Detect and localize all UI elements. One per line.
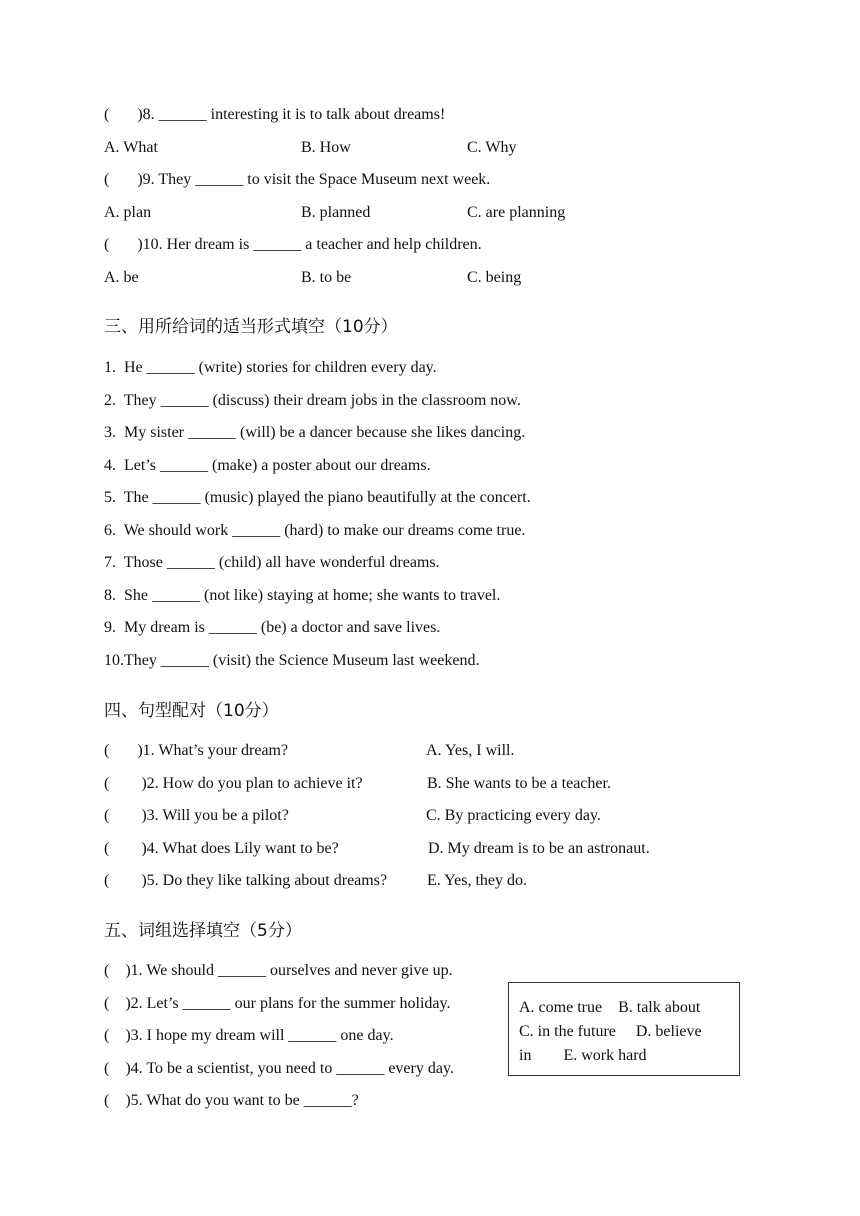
match-question: ( )5. Do they like talking about dreams?: [104, 872, 388, 889]
match-question: ( )2. How do you plan to achieve it?: [104, 775, 363, 792]
list-item: 8. She ______ (not like) staying at home; she wants to travel.: [104, 587, 501, 604]
list-item: ( )5. What do you want to be ______?: [104, 1092, 359, 1109]
match-answer: E. Yes, they do.: [427, 872, 528, 889]
list-item: 5. The ______ (music) played the piano beautifully at the concert.: [104, 489, 531, 506]
list-item: ( )2. Let’s ______ our plans for the summer holiday.: [104, 995, 451, 1012]
question-text: ( )9. They ______ to visit the Space Museum next week.: [104, 171, 491, 188]
option-c: C. being: [467, 269, 522, 286]
list-item: 2. They ______ (discuss) their dream jobs in the classroom now.: [104, 392, 521, 409]
list-item: 9. My dream is ______ (be) a doctor and save lives.: [104, 619, 441, 636]
list-item: 7. Those ______ (child) all have wonderful dreams.: [104, 554, 440, 571]
option-a: A. plan: [104, 204, 152, 221]
list-item: ( )1. We should ______ ourselves and never give up.: [104, 962, 453, 979]
option-b: B. planned: [301, 204, 371, 221]
section-3-title: 三、用所给词的适当形式填空（10分）: [104, 317, 398, 337]
word-bank-box: [508, 982, 740, 1076]
match-question: ( )3. Will you be a pilot?: [104, 807, 289, 824]
list-item: 4. Let’s ______ (make) a poster about our dreams.: [104, 457, 431, 474]
option-a: A. What: [104, 139, 158, 156]
match-answer: C. By practicing every day.: [426, 807, 601, 824]
match-answer: A. Yes, I will.: [426, 742, 515, 759]
option-a: A. be: [104, 269, 139, 286]
question-text: ( )8. ______ interesting it is to talk about dreams!: [104, 106, 446, 123]
question-text: ( )10. Her dream is ______ a teacher and help children.: [104, 236, 482, 253]
list-item: ( )4. To be a scientist, you need to ______ every day.: [104, 1060, 454, 1077]
word-bank-line: in E. work hard: [519, 1047, 647, 1064]
match-answer: B. She wants to be a teacher.: [427, 775, 611, 792]
section-5-title: 五、词组选择填空（5分）: [104, 921, 302, 941]
match-answer: D. My dream is to be an astronaut.: [428, 840, 650, 857]
option-b: B. to be: [301, 269, 352, 286]
match-question: ( )1. What’s your dream?: [104, 742, 289, 759]
list-item: ( )3. I hope my dream will ______ one day.: [104, 1027, 394, 1044]
option-c: C. Why: [467, 139, 517, 156]
list-item: 1. He ______ (write) stories for children every day.: [104, 359, 437, 376]
word-bank-line: A. come true B. talk about: [519, 999, 701, 1016]
match-question: ( )4. What does Lily want to be?: [104, 840, 339, 857]
section-4-title: 四、句型配对（10分）: [104, 701, 279, 721]
list-item: 3. My sister ______ (will) be a dancer because she likes dancing.: [104, 424, 526, 441]
list-item: 6. We should work ______ (hard) to make our dreams come true.: [104, 522, 526, 539]
option-c: C. are planning: [467, 204, 566, 221]
list-item: 10.They ______ (visit) the Science Museum last weekend.: [104, 652, 480, 669]
option-b: B. How: [301, 139, 351, 156]
word-bank-line: C. in the future D. believe: [519, 1023, 702, 1040]
